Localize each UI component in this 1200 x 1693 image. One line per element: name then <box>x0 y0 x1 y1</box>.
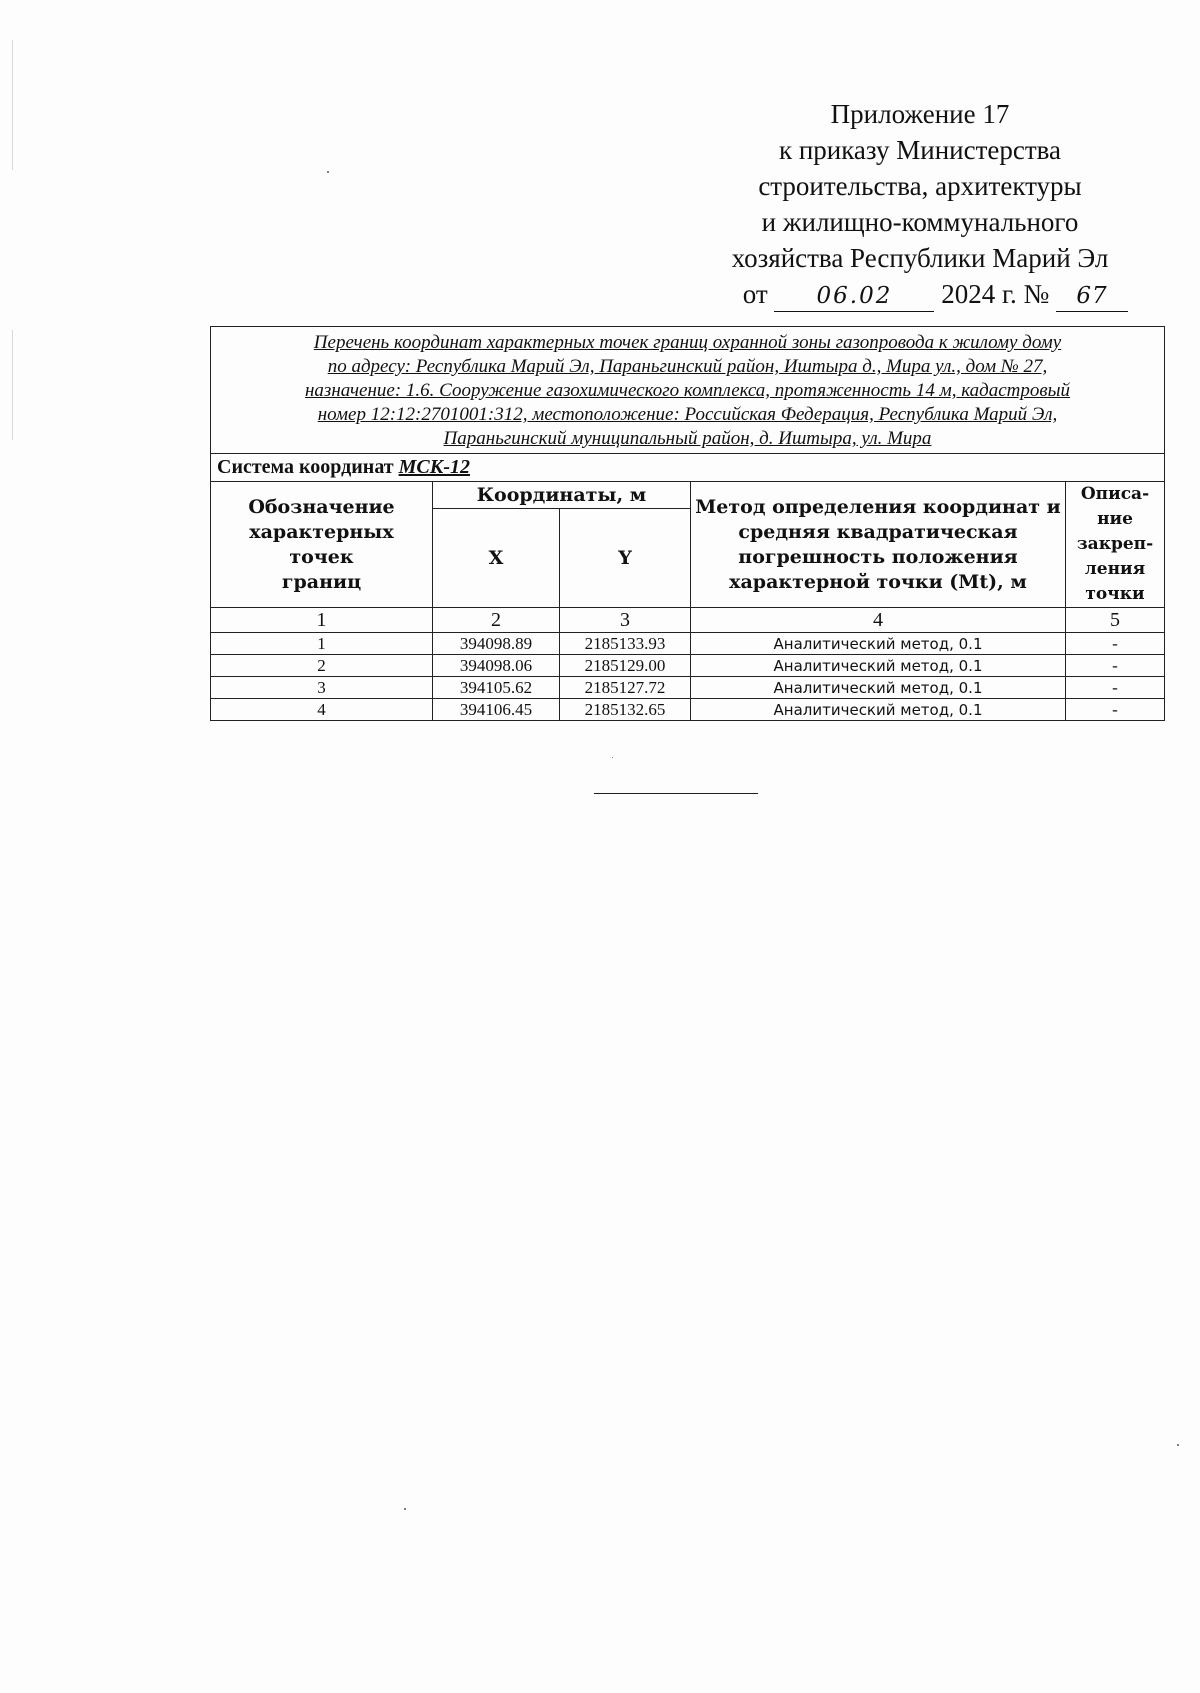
header-x: X <box>433 509 560 608</box>
cell-point: 1 <box>211 633 433 655</box>
scan-speck <box>612 757 613 758</box>
scan-speck <box>327 171 329 173</box>
order-date-line <box>700 276 1140 312</box>
cell-x: 394105.62 <box>433 677 560 699</box>
table-row <box>211 677 1165 699</box>
cell-method: Аналитический метод, 0.1 <box>691 655 1066 677</box>
cell-y: 2185133.93 <box>560 633 691 655</box>
scan-speck <box>1177 1444 1179 1446</box>
cell-method: Аналитический метод, 0.1 <box>691 633 1066 655</box>
cell-method: Аналитический метод, 0.1 <box>691 677 1066 699</box>
cell-y: 2185129.00 <box>560 655 691 677</box>
caption-line: Перечень координат характерных точек границ охранной зоны газопровода к жилому дому <box>313 332 1062 353</box>
header-method-line: Метод определения координат и <box>695 495 1061 518</box>
caption-row <box>211 327 1165 454</box>
header-point <box>211 482 433 608</box>
cell-point: 2 <box>211 655 433 677</box>
header-desc-line: ние <box>1097 509 1133 529</box>
cell-x: 394098.06 <box>433 655 560 677</box>
cell-description: - <box>1066 655 1165 677</box>
handwritten-date: 06.02 <box>774 281 934 312</box>
column-number: 3 <box>560 608 691 633</box>
cell-method: Аналитический метод, 0.1 <box>691 699 1066 721</box>
scan-speck <box>404 1508 406 1510</box>
header-desc-line: ления <box>1084 559 1146 579</box>
appendix-title: Приложение 17 <box>830 99 1010 129</box>
cell-y: 2185132.65 <box>560 699 691 721</box>
header-coordinates: Координаты, м <box>433 482 691 509</box>
column-number: 5 <box>1066 608 1165 633</box>
cell-point: 4 <box>211 699 433 721</box>
header-desc-line: точки <box>1085 584 1145 604</box>
appendix-line: хозяйства Республики Марий Эл <box>731 243 1109 273</box>
appendix-line: к приказу Министерства <box>778 135 1062 165</box>
cell-description: - <box>1066 633 1165 655</box>
header-y: Y <box>560 509 691 608</box>
header-method-line: погрешность положения <box>738 545 1018 568</box>
scan-edge-mark <box>12 330 13 440</box>
end-divider-line <box>594 793 758 794</box>
caption-line: Параньгинский муниципальный район, д. Иштыра, ул. Мира <box>443 428 932 449</box>
coordinates-table <box>210 326 1165 721</box>
appendix-line: и жилищно-коммунального <box>761 207 1079 237</box>
header-desc-line: Описа- <box>1080 484 1150 504</box>
header-method <box>691 482 1066 608</box>
header-point-line: границ <box>281 570 362 593</box>
table-row <box>211 633 1165 655</box>
header-row-1 <box>211 482 1165 509</box>
column-numbers-row <box>211 608 1165 633</box>
handwritten-order-number: 67 <box>1056 281 1128 312</box>
column-number: 2 <box>433 608 560 633</box>
table-row <box>211 699 1165 721</box>
header-point-line: Обозначение <box>248 495 395 518</box>
cell-description: - <box>1066 699 1165 721</box>
caption-line: назначение: 1.6. Сооружение газохимического комплекса, протяженность 14 м, кадастровый <box>304 380 1070 401</box>
column-number: 1 <box>211 608 433 633</box>
table-row <box>211 655 1165 677</box>
caption-line: номер 12:12:2701001:312, местоположение: Российская Федерация, Республика Марий Эл, <box>317 404 1058 425</box>
date-prefix: от <box>742 279 768 309</box>
cell-y: 2185127.72 <box>560 677 691 699</box>
appendix-line: строительства, архитектуры <box>758 171 1082 201</box>
header-method-line: средняя квадратическая <box>738 520 1018 543</box>
header-point-line: характерных точек <box>249 520 394 568</box>
cell-description: - <box>1066 677 1165 699</box>
cell-x: 394106.45 <box>433 699 560 721</box>
header-description <box>1066 482 1165 608</box>
column-number: 4 <box>691 608 1066 633</box>
coordinate-system-row <box>211 454 1165 482</box>
cell-x: 394098.89 <box>433 633 560 655</box>
appendix-header <box>700 96 1140 312</box>
coordinate-system <box>211 454 1165 482</box>
header-method-line: характерной точки (Mt), м <box>729 570 1027 593</box>
table-caption <box>211 327 1165 454</box>
system-name: МСК-12 <box>398 456 470 478</box>
header-desc-line: закреп- <box>1076 534 1154 554</box>
system-label: Система координат <box>217 456 394 478</box>
cell-point: 3 <box>211 677 433 699</box>
scan-edge-mark <box>12 40 13 170</box>
year-number-label: 2024 г. № <box>941 279 1050 309</box>
caption-line: по адресу: Республика Марий Эл, Параньгинский район, Иштыра д., Мира ул., дом № 27, <box>327 356 1048 377</box>
